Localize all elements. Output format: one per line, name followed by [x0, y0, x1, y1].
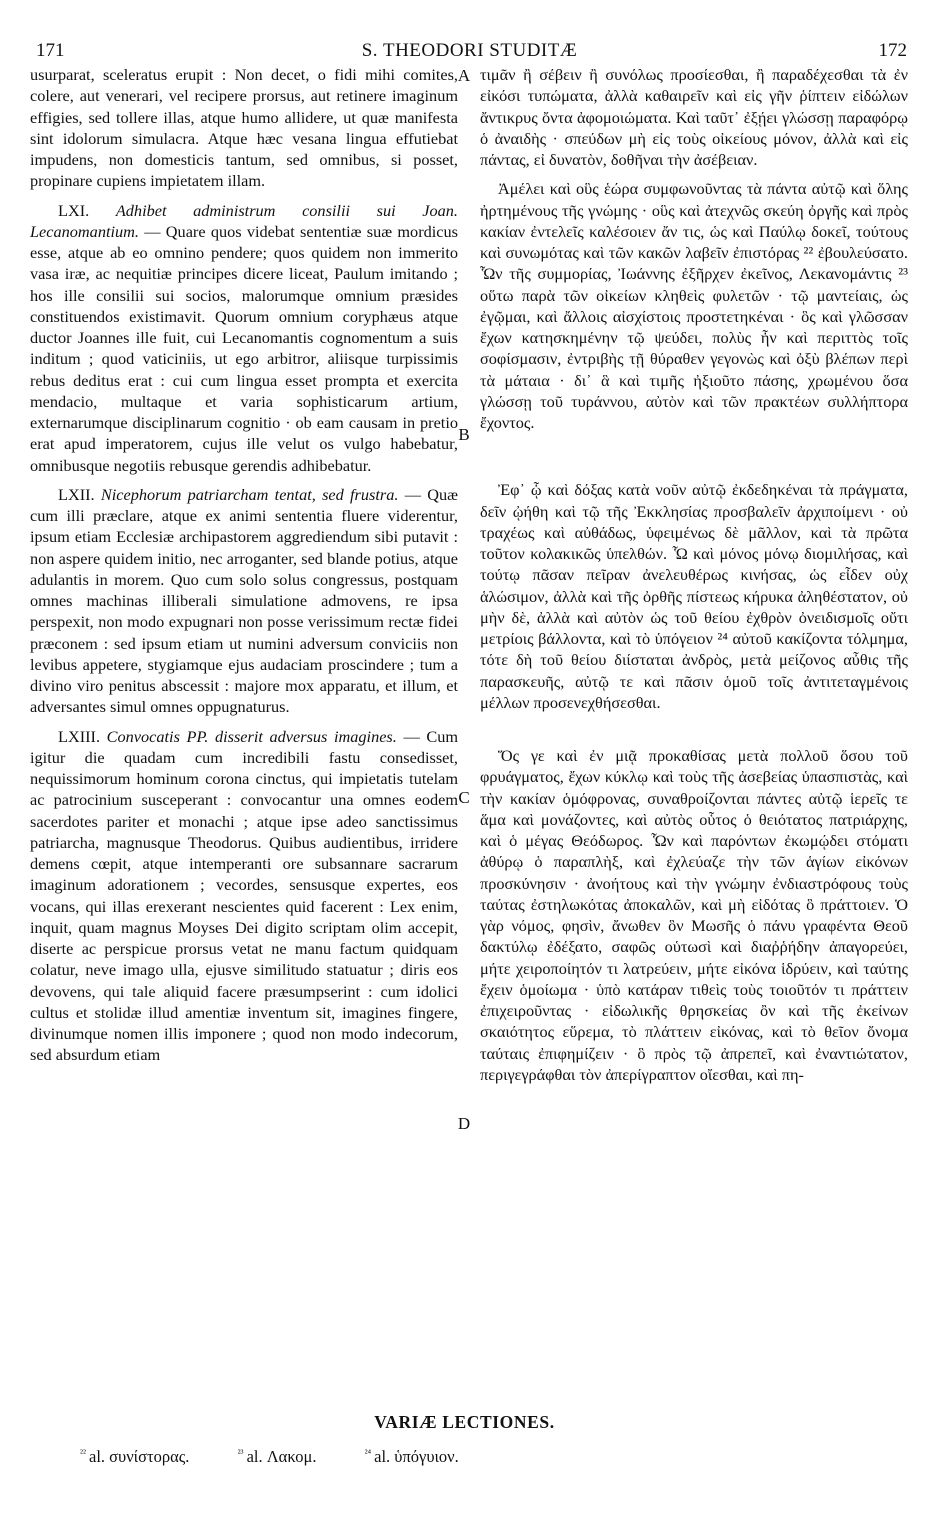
greek-paragraph-4: Ὅς γε καὶ ἐν μιᾷ προκαθίσας μετὰ πολλοῦ ὅσου τοῦ φρυάγματος, ἔχων κύκλῳ καὶ τοὺς τῆς ἀσεβείας ὑπασπιστὰς, καὶ τὴν κακίαν ὁμόφρονας, συναθροίζονται πάντες αὐτῷ ἱερεῖς τε ἅμα καὶ μονάζοντες, καὶ αὐτὸς οὗτος ὁ θειότατος πατριάρχης, καὶ ὁ μέγας Θεόδωρος. Ὧν καὶ παρόντων ἐκωμῴδει στόματι ἀθύρῳ ὁ παραπλὴξ, καὶ ἐχλεύαζε τὴν τῶν ἁγίων εἰκόνων προσκύνησιν · ἀνοήτους καὶ τὴν γνώμην ἐνδιαστρόφους τοὺς ταύτας ἐστηλωκότας ἀποκαλῶν, καὶ μὴ εἰδότας ὃ πράττοιεν. Ὁ γὰρ νόμος, φησὶν, ἄνωθεν ὃν Μωσῆς ὁ πάνυ γραφέντα Θεοῦ δακτύλῳ ἐδέξατο, σαφῶς οὑτωσὶ καὶ διαῤῥήδην ἀπαγορεύει, μήτε χειροποίητόν τι λατρεύειν, μήτε εἰκόνα ἱδρύειν, καὶ ταύτης ἔχειν ὁμοίωμα · ὑπὸ κατάραν τιθεὶς τοὺς τοιοῦτόν τι πράττειν ἐπιχειροῦντας · εἰδωλικῆς θρησκείας ὂν καὶ τῆς ἐκείνων σκαιότητος εὕρεμα, τὸ πλάττειν εἰκόνας, καὶ τὸ θεῖον ὄνομα ταύταις ἐπιφημίζειν · ὃ πρὸς τῷ ἀπρεπεῖ, καὶ ἐναντιώτατον, περιγεγράφθαι τὸν ἀπερίγραπτον οἴεσθαι, καὶ πη-	[480, 746, 908, 1084]
section-title: Nicephorum patriarcham tentat, sed frustra.	[100, 484, 399, 504]
greek-paragraph-1: τιμᾶν ἢ σέβειν ἢ συνόλως προσίεσθαι, ἢ παραδέχεσθαι τὰ ἐν εἰκόσι τυπώματα, ἀλλὰ καθαιρεῖν καὶ εἰς γῆν ῥίπτειν εἰδώλων ἄντικρυς ὄντα ἀφομοιώματα. Καὶ ταῦτ᾽ ἐξῄει γλώσσῃ παραφόρῳ ὁ ἀναιδὴς · σπεύδων μὴ εἰς τοὺς οἰκείους μόνον, ἀλλὰ καὶ εἰς πάντας, εἰ δυνατὸν, δοθῆναι τὴν ἀσέβειαν.	[480, 65, 908, 169]
footnote	[238, 1447, 339, 1466]
page-number-left: 171	[36, 40, 65, 61]
margin-marker-b: B	[458, 425, 470, 444]
footnote	[365, 1447, 481, 1466]
footnote-text: al. Λακομ.	[246, 1447, 317, 1466]
margin-marker-a: A	[457, 66, 471, 85]
footnote-number: ²⁴	[364, 1447, 372, 1459]
variae-lectiones-heading: VARIÆ LECTIONES.	[374, 1412, 555, 1432]
section-title: Adhibet administrum consilii sui Joan. Lecanomantium.	[30, 200, 458, 241]
page-header	[30, 40, 909, 66]
section-number: LXI.	[58, 200, 90, 220]
section-number: LXII.	[58, 484, 95, 504]
section-text: — Quæ cum illi præclare, atque ex animi sententia fluere viderentur, ipsum etiam Ecclesiæ archipastorem aggrediendum sibi putavit : non aspere quidem initio, nec arroganter, sed blande potius, atque adulantis in morem. Quo cum solo solus congressus, postquam omnes machinas illiberali simulatione admovens, re ipsa perspexit, non modo expugnari non posse verissimum rectæ fidei præconem : sed ipsum etiam ut numini adversum conviciis non levibus appetere, stygiamque ejus audaciam proscindere ; tum a divino viro penitus abscessit : majore mox apparatu, et illum, et adversantes simul omnes oppugnaturus.	[30, 484, 458, 717]
section-number: LXIII.	[58, 726, 101, 746]
running-title: S. THEODORI STUDITÆ	[361, 40, 578, 61]
footnote-text: al. ὑπόγυιον.	[374, 1447, 459, 1466]
margin-marker-c: C	[458, 788, 470, 807]
page-number-right: 172	[878, 40, 907, 61]
margin-marker-d: D	[457, 1114, 471, 1133]
footnote	[80, 1447, 211, 1466]
footnote-number: ²²	[80, 1447, 86, 1459]
footnote-number: ²³	[237, 1447, 244, 1459]
latin-section-61	[30, 200, 458, 476]
section-title: Convocatis PP. disserit adversus imagines.	[106, 726, 397, 746]
latin-paragraph-1: usurparat, sceleratus erupit : Non decet, o fidi mihi comites, colere, aut venerari, vel recipere prorsus, aut retinere imaginum effigies, sed tollere illas, atque humo allidere, ut quæ manifesta sint idolorum simulacra. Atque hæc vesana lingua effutiebat impudens, non domesticis tantum, sed omnibus, si posset, propinare cupiens impietatem illam.	[30, 65, 458, 191]
latin-section-62	[30, 484, 458, 718]
latin-section-63	[30, 726, 458, 1066]
section-text: — Quare quos videbat sententiæ suæ mordicus esse, atque ab eo omnino pendere; quos quidem non immerito vasa iræ, ac nequitiæ principes dicere liceat, Paulum imitando ; hos ille consilii sui socios, malorumque omnium præsides constituendos existimavit. Quorum omnium coryphæus atque ductor Joannes ille fuit, cui Lecanomantis cognomentum a suis inditum ; quod vaticiniis, ut ego arbitror, aliisque turpissimis rebus deditus erat : cui cum lingua esset prompta et exercita mendacio, multaque et varia sophisticarum artium, externarumque disciplinarum cognitio · ob eam causam in pretio erat apud imperatorem, cujus ille velut os vulgo habebatur, omnibusque negotiis rebusque gerendis adhibebatur.	[30, 221, 458, 475]
latin-column	[30, 64, 458, 1414]
variae-lectiones-notes	[80, 1447, 503, 1467]
greek-column	[480, 64, 908, 1414]
section-text: — Cum igitur die quadam cum incredibili fastu consedisset, nequissimorum hominum corona cinctus, qui impietatis tutelam ac patrocinium susceperant : convocantur una omnes eodem sacerdotes pariter et monachi ; atque ipse adeo sanctissimus patriarcha, magnusque Theodorus. Quibus audientibus, irridere demens cœpit, atque intemperanti ore subsannare sacrarum imaginum adorationem ; vecordes, sensusque expertes, eos vocans, qui illas erexerant nescientes quid facerent : Lex enim, inquit, quam magnus Moyses Dei digito scriptam olim accepit, diserte ac perspicue prorsus vetat ne manu factum quidquam colatur, neve imago ulla, ejusve similitudo statuatur ; diris eos devovens, qui tale aliquid facere præsumpserint : cum idolici cultus et stolidæ illud amentiæ inventum sit, imagines fingere, divinumque nomen illis imponere ; quod non modo indecorum, sed absurdum etiam	[30, 726, 458, 1065]
footnote-text: al. συνίστορας.	[89, 1447, 190, 1466]
greek-paragraph-2: Ἀμέλει καὶ οὓς ἑώρα συμφωνοῦντας τὰ πάντα αὐτῷ καὶ ὅλης ἠρτημένους τῆς γνώμης · οὓς καὶ ἀτεχνῶς σκεύη ὀργῆς καὶ πρὸς κακίαν ἐντελεῖς καλέσοιεν ἄν τις, ὡς καὶ Παύλῳ δοκεῖ, τούτους καὶ συνωμότας καὶ τῶν κακῶν λαβεῖν ἐπιστόρας ²² ἐβουλεύσατο. Ὧν τῆς συμμορίας, Ἰωάννης ἐξῆρχεν ἐκεῖνος, Λεκανομάντις ²³ οὕτω παρὰ τῶν οἰκείων κληθεὶς φυλετῶν · τῷ μαντείαις, ὡς ἐγῷμαι, καὶ ἄλλοις αἰσχίστοις προστετηκέναι · ὃς καὶ γλῶσσαν ἔχων κατησκημένην τῷ ψεύδει, πολὺς ἦν καὶ περιττὸς τοῖς σοφίσμασιν, ἐντριβὴς τῇ θύραθεν γεγονὼς καὶ ὀξὺ βλέπων περὶ τὰ μάταια · δι᾽ ἃ καὶ τιμῆς ἠξιοῦτο πάσης, χρωμένου ὅσα γλώσσῃ τοῦ τυράννου, αὐτὸν καὶ τῶν πρακτέων συλλήπτορα ἔχοντος.	[480, 179, 908, 432]
greek-paragraph-3: Ἐφ᾽ ᾧ καὶ δόξας κατὰ νοῦν αὐτῷ ἐκδεδηκέναι τὰ πράγματα, δεῖν ᾠήθη καὶ τῷ τῆς Ἐκκλησίας προσβαλεῖν ἀρχιποίμενι · οὐ τραχέως καὶ αὐθάδως, ὑφειμένως δὲ μᾶλλον, καὶ τὰ πρῶτα τοῦτον κολακικῶς ὑπελθών. Ὧ καὶ μόνος μόνῳ διομιλήσας, καὶ τούτῳ πᾶσαν πεῖραν ἀνελευθέρως κινήσας, ὡς εἶδεν οὐχ ἁλώσιμον, ἀλλὰ καὶ τῆς ὀρθῆς πίστεως κήρυκα ἀληθέστατον, οὐ μὴν δὲ, ἀλλὰ καὶ αὐτὸν ὡς τοῦ θείου ἐχθρὸν ὀνειδισμοῖς οὔτι μετρίοις βάλλοντα, καὶ τὸ ὑπόγειον ²⁴ αὐτοῦ κακίζοντα τόλμημα, τότε δὴ τοῦ θείου διίσταται ἀνδρὸς, μετὰ μείζονος αὖθις τῆς παρασκευῆς, αὐτῷ τε καὶ πᾶσιν ὁμοῦ τοῖς ἀντιτεταγμένοις μέλλων προσενεχθήσεσθαι.	[480, 480, 908, 712]
